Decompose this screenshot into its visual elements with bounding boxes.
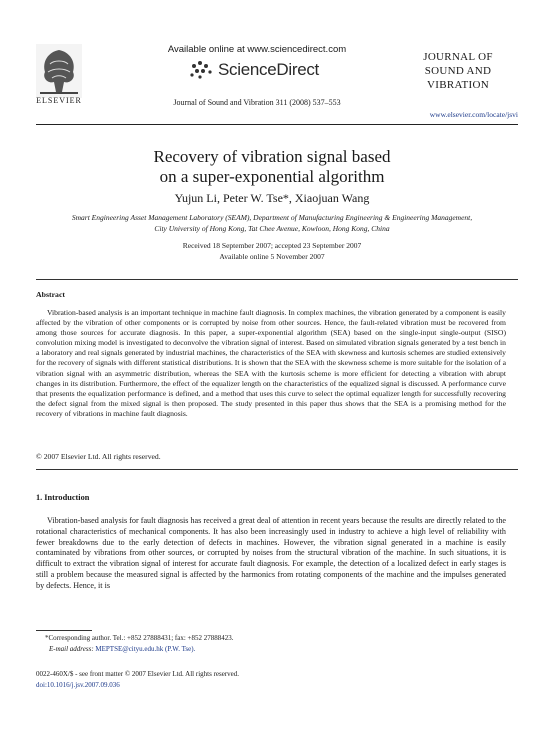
journal-citation: Journal of Sound and Vibration 311 (2008) 537–553 — [173, 98, 341, 107]
journal-url-link[interactable]: www.elsevier.com/locate/jsvi — [429, 110, 518, 119]
introduction-text: Vibration-based analysis for fault diagnosis has received a great deal of attention in recent years because the results are directly related to the rotational characteristics of mechanical components. It has also been increasingly used in industry to achieve a high level of reliability with fewer breakdowns due to the early detection of defects in machines. However, the vibration signal generated in a machine is easily contaminated by vibrations from other sources, or corrupted by noises from the structural vibration of the machine. In such situations, it is difficult to extract the vibration signal of interest for accurate fault diagnosis. For example, the detection of a localized defect in early stages is still a problem because the measured signal is affected by the harmonics from rotating components of the machine and the impulses generated by defects. Hence, it is — [36, 516, 506, 590]
abstract-copyright: © 2007 Elsevier Ltd. All rights reserved. — [36, 452, 161, 461]
sciencedirect-brand: ScienceDirect — [218, 60, 319, 79]
author-list: Yujun Li, Peter W. Tse*, Xiaojuan Wang — [174, 191, 370, 205]
email-label: E-mail address: — [49, 645, 94, 653]
corresponding-author-note: *Corresponding author. Tel.: +852 27888431; fax: +852 27888423. — [45, 634, 234, 642]
affiliation — [40, 213, 504, 234]
doi-link[interactable]: doi:10.1016/j.jsv.2007.09.036 — [36, 681, 120, 689]
elsevier-tree-logo — [36, 44, 82, 102]
abstract-top-divider — [36, 279, 518, 280]
introduction-heading: 1. Introduction — [36, 493, 90, 502]
available-date: Available online 5 November 2007 — [219, 251, 325, 261]
article-title-line: Recovery of vibration signal based — [153, 147, 391, 166]
affiliation-line: Smart Engineering Asset Management Laboratory (SEAM), Department of Manufacturing Engineering & Engineering Management, — [71, 213, 473, 222]
affiliation-line: City University of Hong Kong, Tat Chee Avenue, Kowloon, Hong Kong, China — [154, 223, 390, 233]
abstract-text: Vibration-based analysis is an important technique in machine fault diagnosis. In complex machines, the vibration generated by a component is easily affected by the vibration of other components or is corrupted by noise from other sources. Hence, the fault-related vibration must be recovered from among those sources for accurate diagnosis. In this paper, a super-exponential algorithm (SEA) based on the single-input single-output (SISO) convolution mixing model is investigated to deconvolve the vibration signal of interest. Based on simulated vibration signals generated by a test bench in a laboratory and real signals generated by industrial machines, the characteristics of the SEA with skewness and kurtosis schemes are studied extensively for the recovery of signals with different statistical distributions. It is shown that the SEA with the skewness scheme is more suitable for the isolation of a vibration signal with an asymmetric distribution, whereas the SEA with the kurtosis scheme is more efficient for detecting a vibration with abrupt changes in its distribution. Furthermore, the effect of the equalizer length on the characteristics of the equalized signal is discussed. A performance curve that presents the equalization performance is defined, and a method that uses this curve to select the optimal equalizer length for successfully recovering the defect signal from the mixed signal is then proposed. The study presented in this paper thus shows that the SEA is a promising method for the recovery of vibrations in machine fault diagnosis. — [36, 308, 506, 418]
article-title — [36, 147, 508, 187]
journal-name-line: SOUND AND — [424, 65, 492, 77]
journal-name — [408, 50, 508, 92]
footnote-divider — [36, 630, 92, 631]
abstract-heading: Abstract — [36, 290, 66, 299]
issn-line: 0022-460X/$ - see front matter © 2007 Elsevier Ltd. All rights reserved. — [36, 670, 240, 678]
header-divider — [36, 124, 518, 125]
email-note — [49, 645, 195, 653]
available-online-text: Available online at www.sciencedirect.com — [167, 44, 347, 55]
email-link[interactable]: MEPTSE@cityu.edu.hk (P.W. Tse). — [95, 645, 196, 653]
journal-name-line: JOURNAL OF — [423, 51, 493, 63]
received-date: Received 18 September 2007; accepted 23 September 2007 — [182, 241, 362, 250]
journal-name-line: VIBRATION — [427, 79, 489, 91]
abstract-bottom-divider — [36, 469, 518, 470]
elsevier-wordmark: ELSEVIER — [36, 96, 82, 105]
article-dates — [36, 241, 508, 262]
article-title-line: on a super-exponential algorithm — [159, 167, 385, 186]
